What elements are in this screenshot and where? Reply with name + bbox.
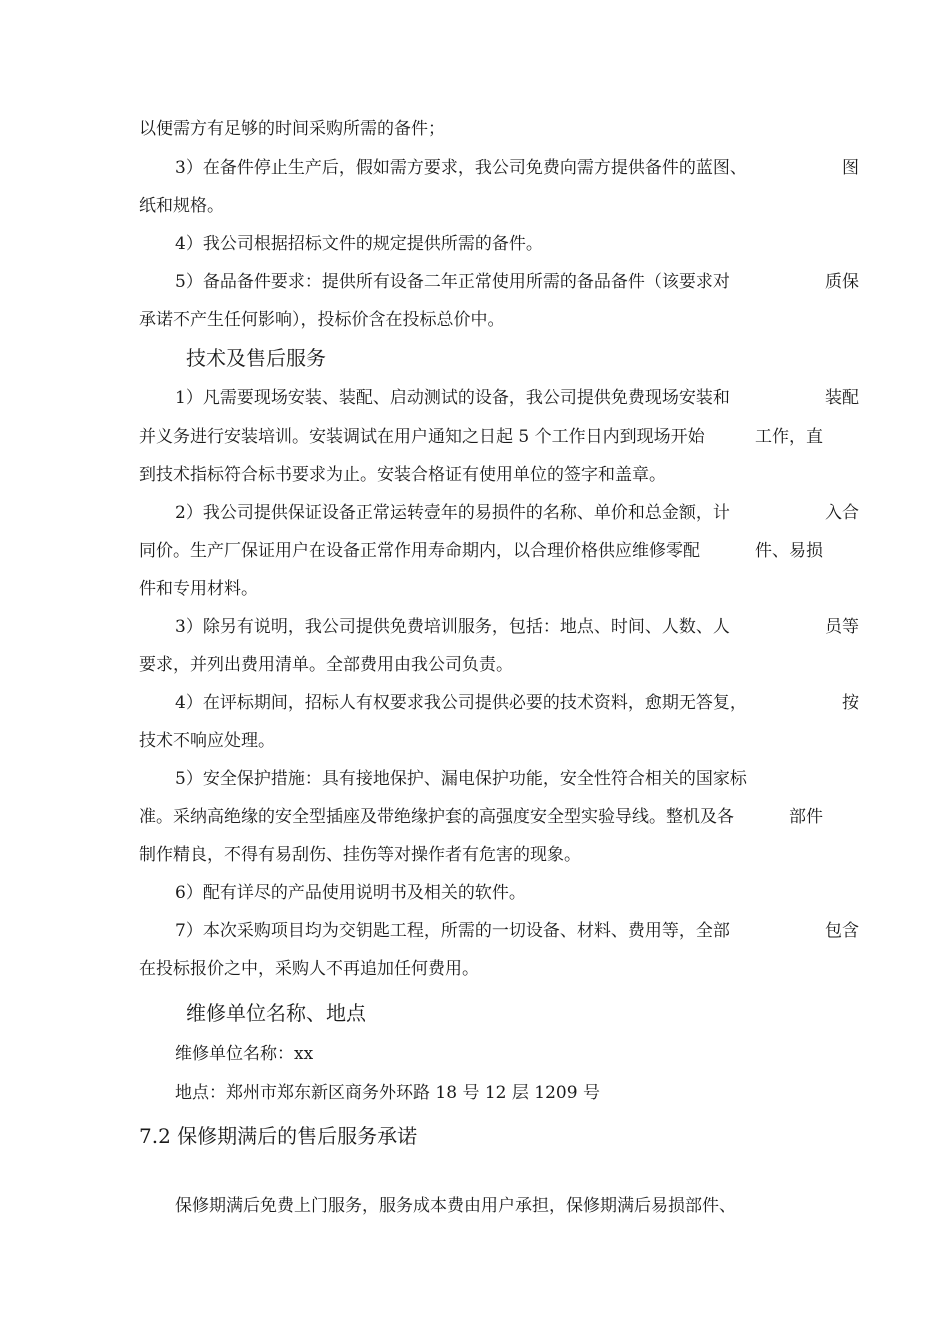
- line-text: 部件: [789, 807, 823, 827]
- line-text: 2）我公司提供保证设备正常运转壹年的易损件的名称、单价和总金额，计: [175, 503, 730, 523]
- paragraph-line: [175, 919, 859, 943]
- paragraph-line: 在投标报价之中，采购人不再追加任何费用。: [139, 959, 479, 979]
- paragraph-line: [139, 805, 823, 829]
- line-text: 3）除另有说明，我公司提供免费培训服务，包括：地点、时间、人数、人: [175, 617, 730, 637]
- section-heading: 技术及售后服务: [186, 346, 326, 370]
- line-text: 准。采纳高绝缘的安全型插座及带绝缘护套的高强度安全型实验导线。整机及各: [139, 807, 734, 827]
- paragraph-line: 6）配有详尽的产品使用说明书及相关的软件。: [175, 883, 526, 903]
- line-text: 4）在评标期间，招标人有权要求我公司提供必要的技术资料，愈期无答复，: [175, 693, 747, 713]
- paragraph-line: [175, 615, 859, 639]
- line-text: 1）凡需要现场安装、装配、启动测试的设备，我公司提供免费现场安装和: [175, 388, 730, 408]
- section-heading: 7.2 保修期满后的售后服务承诺: [139, 1124, 418, 1148]
- paragraph-line: 4）我公司根据招标文件的规定提供所需的备件。: [175, 234, 543, 254]
- line-text: 图: [842, 158, 859, 178]
- line-text: 质保: [825, 272, 859, 292]
- paragraph-line: 件和专用材料。: [139, 579, 258, 599]
- line-text: 装配: [825, 388, 859, 408]
- paragraph-line: 制作精良，不得有易刮伤、挂伤等对操作者有危害的现象。: [139, 845, 581, 865]
- line-text: 7）本次采购项目均为交钥匙工程，所需的一切设备、材料、费用等，全部: [175, 921, 730, 941]
- line-text: 并义务进行安装培训。安装调试在用户通知之日起 5 个工作日内到现场开始: [139, 427, 705, 447]
- paragraph-line: 到技术指标符合标书要求为止。安装合格证有使用单位的签字和盖章。: [139, 465, 666, 485]
- line-text: 员等: [825, 617, 859, 637]
- line-text: 件、易损: [755, 541, 823, 561]
- line-text: 按: [842, 693, 859, 713]
- line-text: 入合: [825, 503, 859, 523]
- paragraph-line: 纸和规格。: [139, 196, 224, 216]
- line-text: 同价。生产厂保证用户在设备正常作用寿命期内，以合理价格供应维修零配: [139, 541, 700, 561]
- paragraph-line: [175, 270, 859, 294]
- paragraph-line: [175, 691, 859, 715]
- paragraph-line: 要求，并列出费用清单。全部费用由我公司负责。: [139, 655, 513, 675]
- paragraph-line: [139, 425, 823, 449]
- paragraph-line: 技术不响应处理。: [139, 731, 275, 751]
- line-text: 3）在备件停止生产后，假如需方要求，我公司免费向需方提供备件的蓝图、: [175, 158, 747, 178]
- line-text: 包含: [825, 921, 859, 941]
- paragraph-line: 5）安全保护措施：具有接地保护、漏电保护功能，安全性符合相关的国家标: [175, 769, 747, 789]
- paragraph-line: [139, 539, 823, 563]
- section-heading: 维修单位名称、地点: [186, 1001, 366, 1025]
- line-text: 5）备品备件要求：提供所有设备二年正常使用所需的备品备件（该要求对: [175, 272, 730, 292]
- paragraph-line: 以便需方有足够的时间采购所需的备件；: [139, 119, 445, 139]
- paragraph-line: 承诺不产生任何影响），投标价含在投标总价中。: [139, 310, 505, 330]
- paragraph-line: 地点：郑州市郑东新区商务外环路 18 号 12 层 1209 号: [175, 1083, 600, 1103]
- paragraph-line: 维修单位名称：xx: [175, 1044, 314, 1064]
- paragraph-line: [175, 386, 859, 410]
- paragraph-line: 保修期满后免费上门服务，服务成本费由用户承担，保修期满后易损部件、: [175, 1196, 736, 1216]
- paragraph-line: [175, 156, 859, 180]
- paragraph-line: [175, 501, 859, 525]
- line-text: 工作，直: [755, 427, 823, 447]
